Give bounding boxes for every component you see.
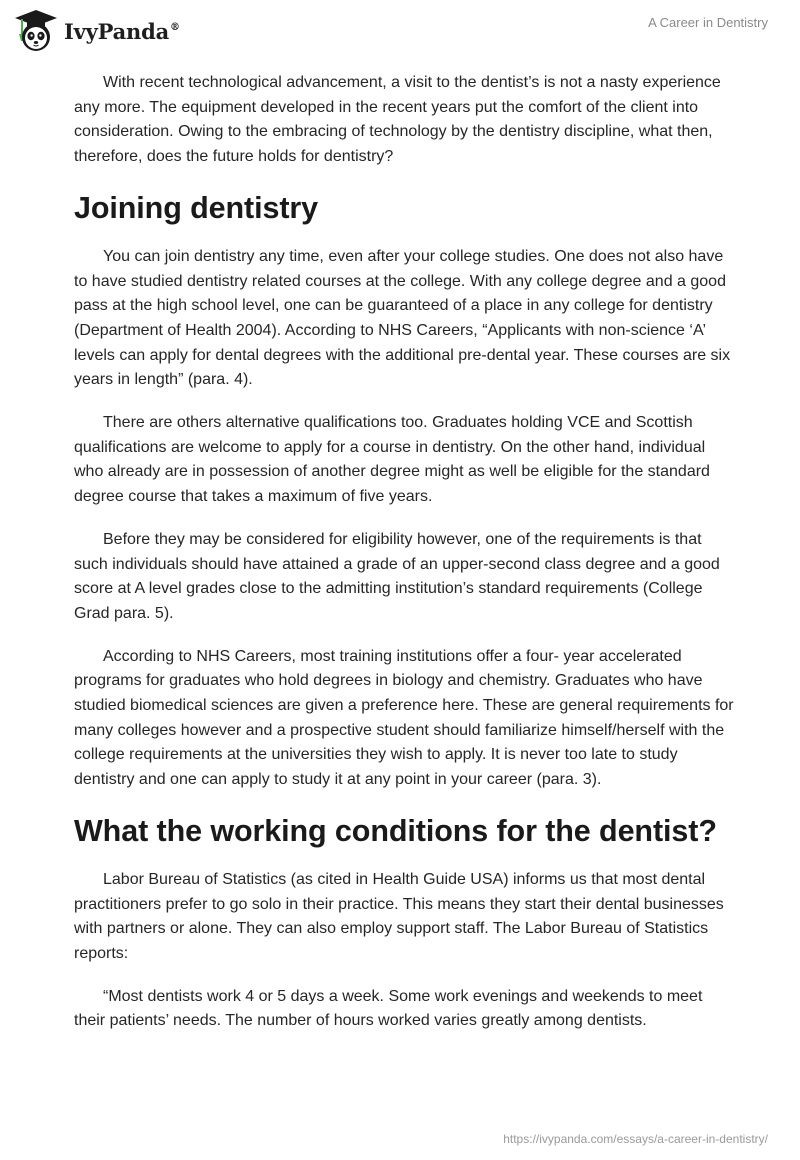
paragraph: There are others alternative qualifications too. Graduates holding VCE and Scottish qualifications are welcome to apply for a course in dentistry. On the other hand, individual who already are in possession of another degree might as well be eligible for the standard degree course that takes a maximum of five years. bbox=[74, 414, 710, 506]
section-heading: Joining dentistry bbox=[74, 190, 319, 225]
paragraph: “Most dentists work 4 or 5 days a week. Some work evenings and weekends to meet their patients’ needs. The number of hours worked varies greatly among dentists. bbox=[74, 987, 703, 1030]
paragraph: Before they may be considered for eligibility however, one of the requirements is that such individuals should have attained a grade of an upper-second class degree and a good score at A level grades close to the admitting institution’s standard requirements (College Grad para. 5). bbox=[74, 530, 720, 622]
panda-graduate-icon bbox=[13, 8, 59, 54]
essay-content bbox=[74, 71, 734, 1052]
section-heading: What the working conditions for the dentist? bbox=[74, 813, 717, 848]
running-title: A Career in Dentistry bbox=[648, 15, 768, 30]
logo-wordmark: IvyPanda® bbox=[64, 18, 180, 44]
paragraph: According to NHS Careers, most training institutions offer a four- year accelerated programs for graduates who hold degrees in biology and chemistry. Graduates who have studied biomedical sciences are given a preference here. These are general requirements for many colleges however and a prospective student should familiarize himself/herself with the college requirements at the universities they wish to apply. It is never too late to study dentistry and one can apply to study it at any point in your career (para. 3). bbox=[74, 647, 734, 789]
ivypanda-logo[interactable] bbox=[13, 8, 180, 54]
page-header bbox=[0, 0, 800, 70]
paragraph: Labor Bureau of Statistics (as cited in Health Guide USA) informs us that most dental practitioners prefer to go solo in their practice. This means they start their dental businesses with partners or alone. They can also employ support staff. The Labor Bureau of Statistics reports: bbox=[74, 870, 724, 962]
paragraph: With recent technological advancement, a visit to the dentist’s is not a nasty experience any more. The equipment developed in the recent years put the comfort of the client into consideration. Owing to the embracing of technology by the dentistry discipline, what then, therefore, does the future holds for dentistry? bbox=[74, 74, 721, 166]
source-url[interactable]: https://ivypanda.com/essays/a-career-in-dentistry/ bbox=[503, 1132, 768, 1146]
paragraph: You can join dentistry any time, even after your college studies. One does not also have to have studied dentistry related courses at the college. With any college degree and a good pass at the high school level, one can be guaranteed of a place in any college for dentistry (Department of Health 2004). According to NHS Careers, “Applicants with non-science ‘A’ levels can apply for dental degrees with the additional pre-dental year. These courses are six years in length” (para. 4). bbox=[74, 247, 731, 389]
